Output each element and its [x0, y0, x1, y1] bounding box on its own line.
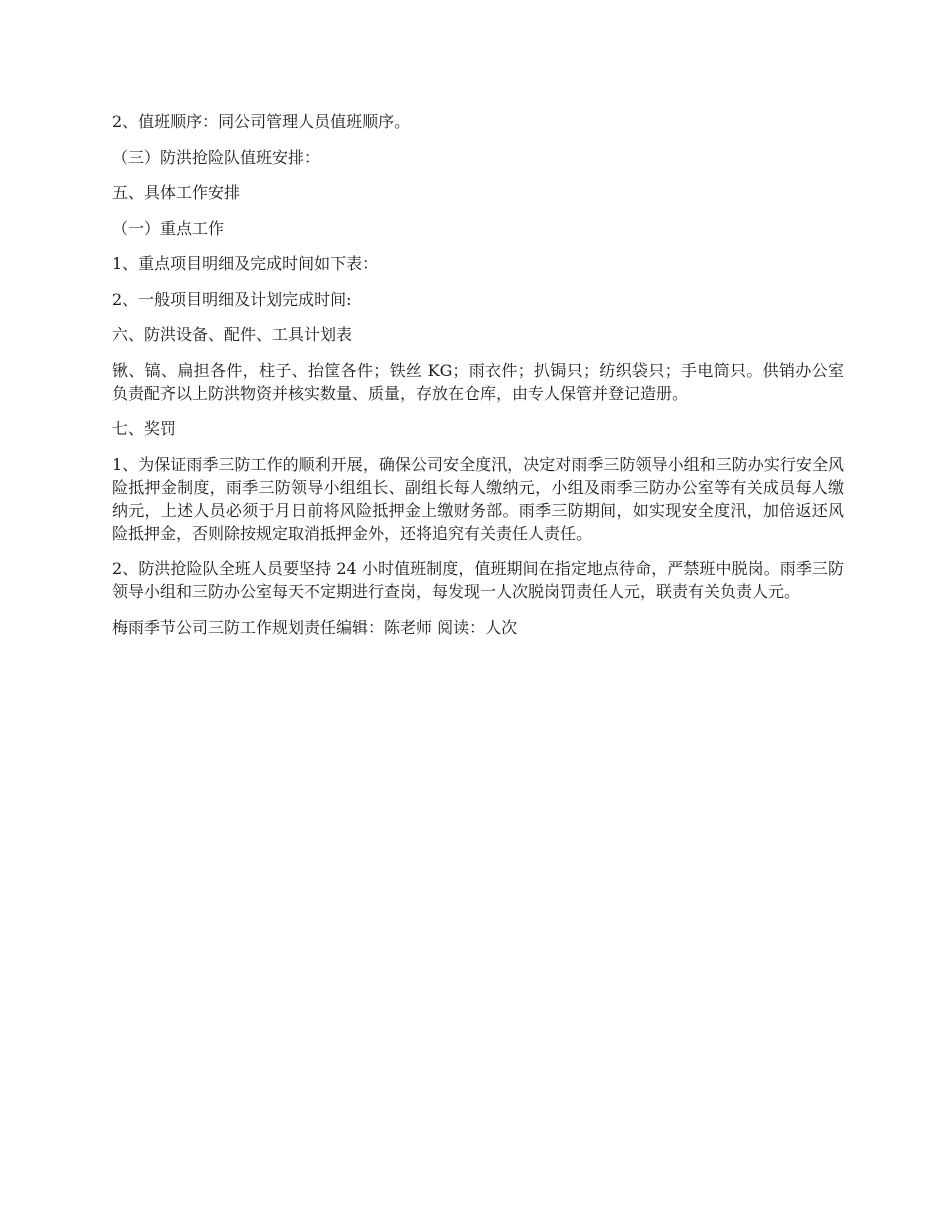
- reward-penalty-paragraph-1: 1、为保证雨季三防工作的顺利开展，确保公司安全度汛，决定对雨季三防领导小组和三防办实行安全风险抵押金制度，雨季三防领导小组组长、副组长每人缴纳元，小组及雨季三防办公室等有关成员每人缴纳元，上述人员必须于月日前将风险抵押金上缴财务部。雨季三防期间，如实现安全度汛，加倍返还风险抵押金，否则除按规定取消抵押金外，还将追究有关责任人责任。: [112, 454, 844, 543]
- general-items-paragraph: 2、一般项目明细及计划完成时间:: [112, 289, 352, 309]
- key-items-paragraph: 1、重点项目明细及完成时间如下表：: [112, 254, 379, 273]
- equipment-list-paragraph: 锹、镐、扁担各件，柱子、抬筐各件；铁丝 KG；雨衣件；扒锔只；纺织袋只；手电筒只。供销办公室负责配齐以上防洪物资并核实数量、质量，存放在仓库，由专人保管并登记造册。: [112, 360, 844, 403]
- flood-team-duty-heading: （三）防洪抢险队值班安排：: [112, 147, 321, 167]
- footer-line: 梅雨季节公司三防工作规划责任编辑：陈老师 阅读：人次: [112, 617, 518, 637]
- reward-penalty-paragraph-2: 2、防洪抢险队全班人员要坚持 24 小时值班制度，值班期间在指定地点待命，严禁班中脱岗。雨季三防领导小组和三防办公室每天不定期进行查岗，每发现一人次脱岗罚责任人元，联责有关负责人元。: [112, 559, 844, 601]
- section-seven-heading: 七、奖罚: [112, 419, 177, 438]
- section-six-heading: 六、防洪设备、配件、工具计划表: [112, 325, 353, 344]
- document-body: [112, 110, 844, 651]
- duty-order-paragraph: 2、值班顺序：同公司管理人员值班顺序。: [112, 112, 411, 131]
- section-five-heading: 五、具体工作安排: [112, 183, 241, 202]
- key-work-heading: （一）重点工作: [112, 218, 225, 238]
